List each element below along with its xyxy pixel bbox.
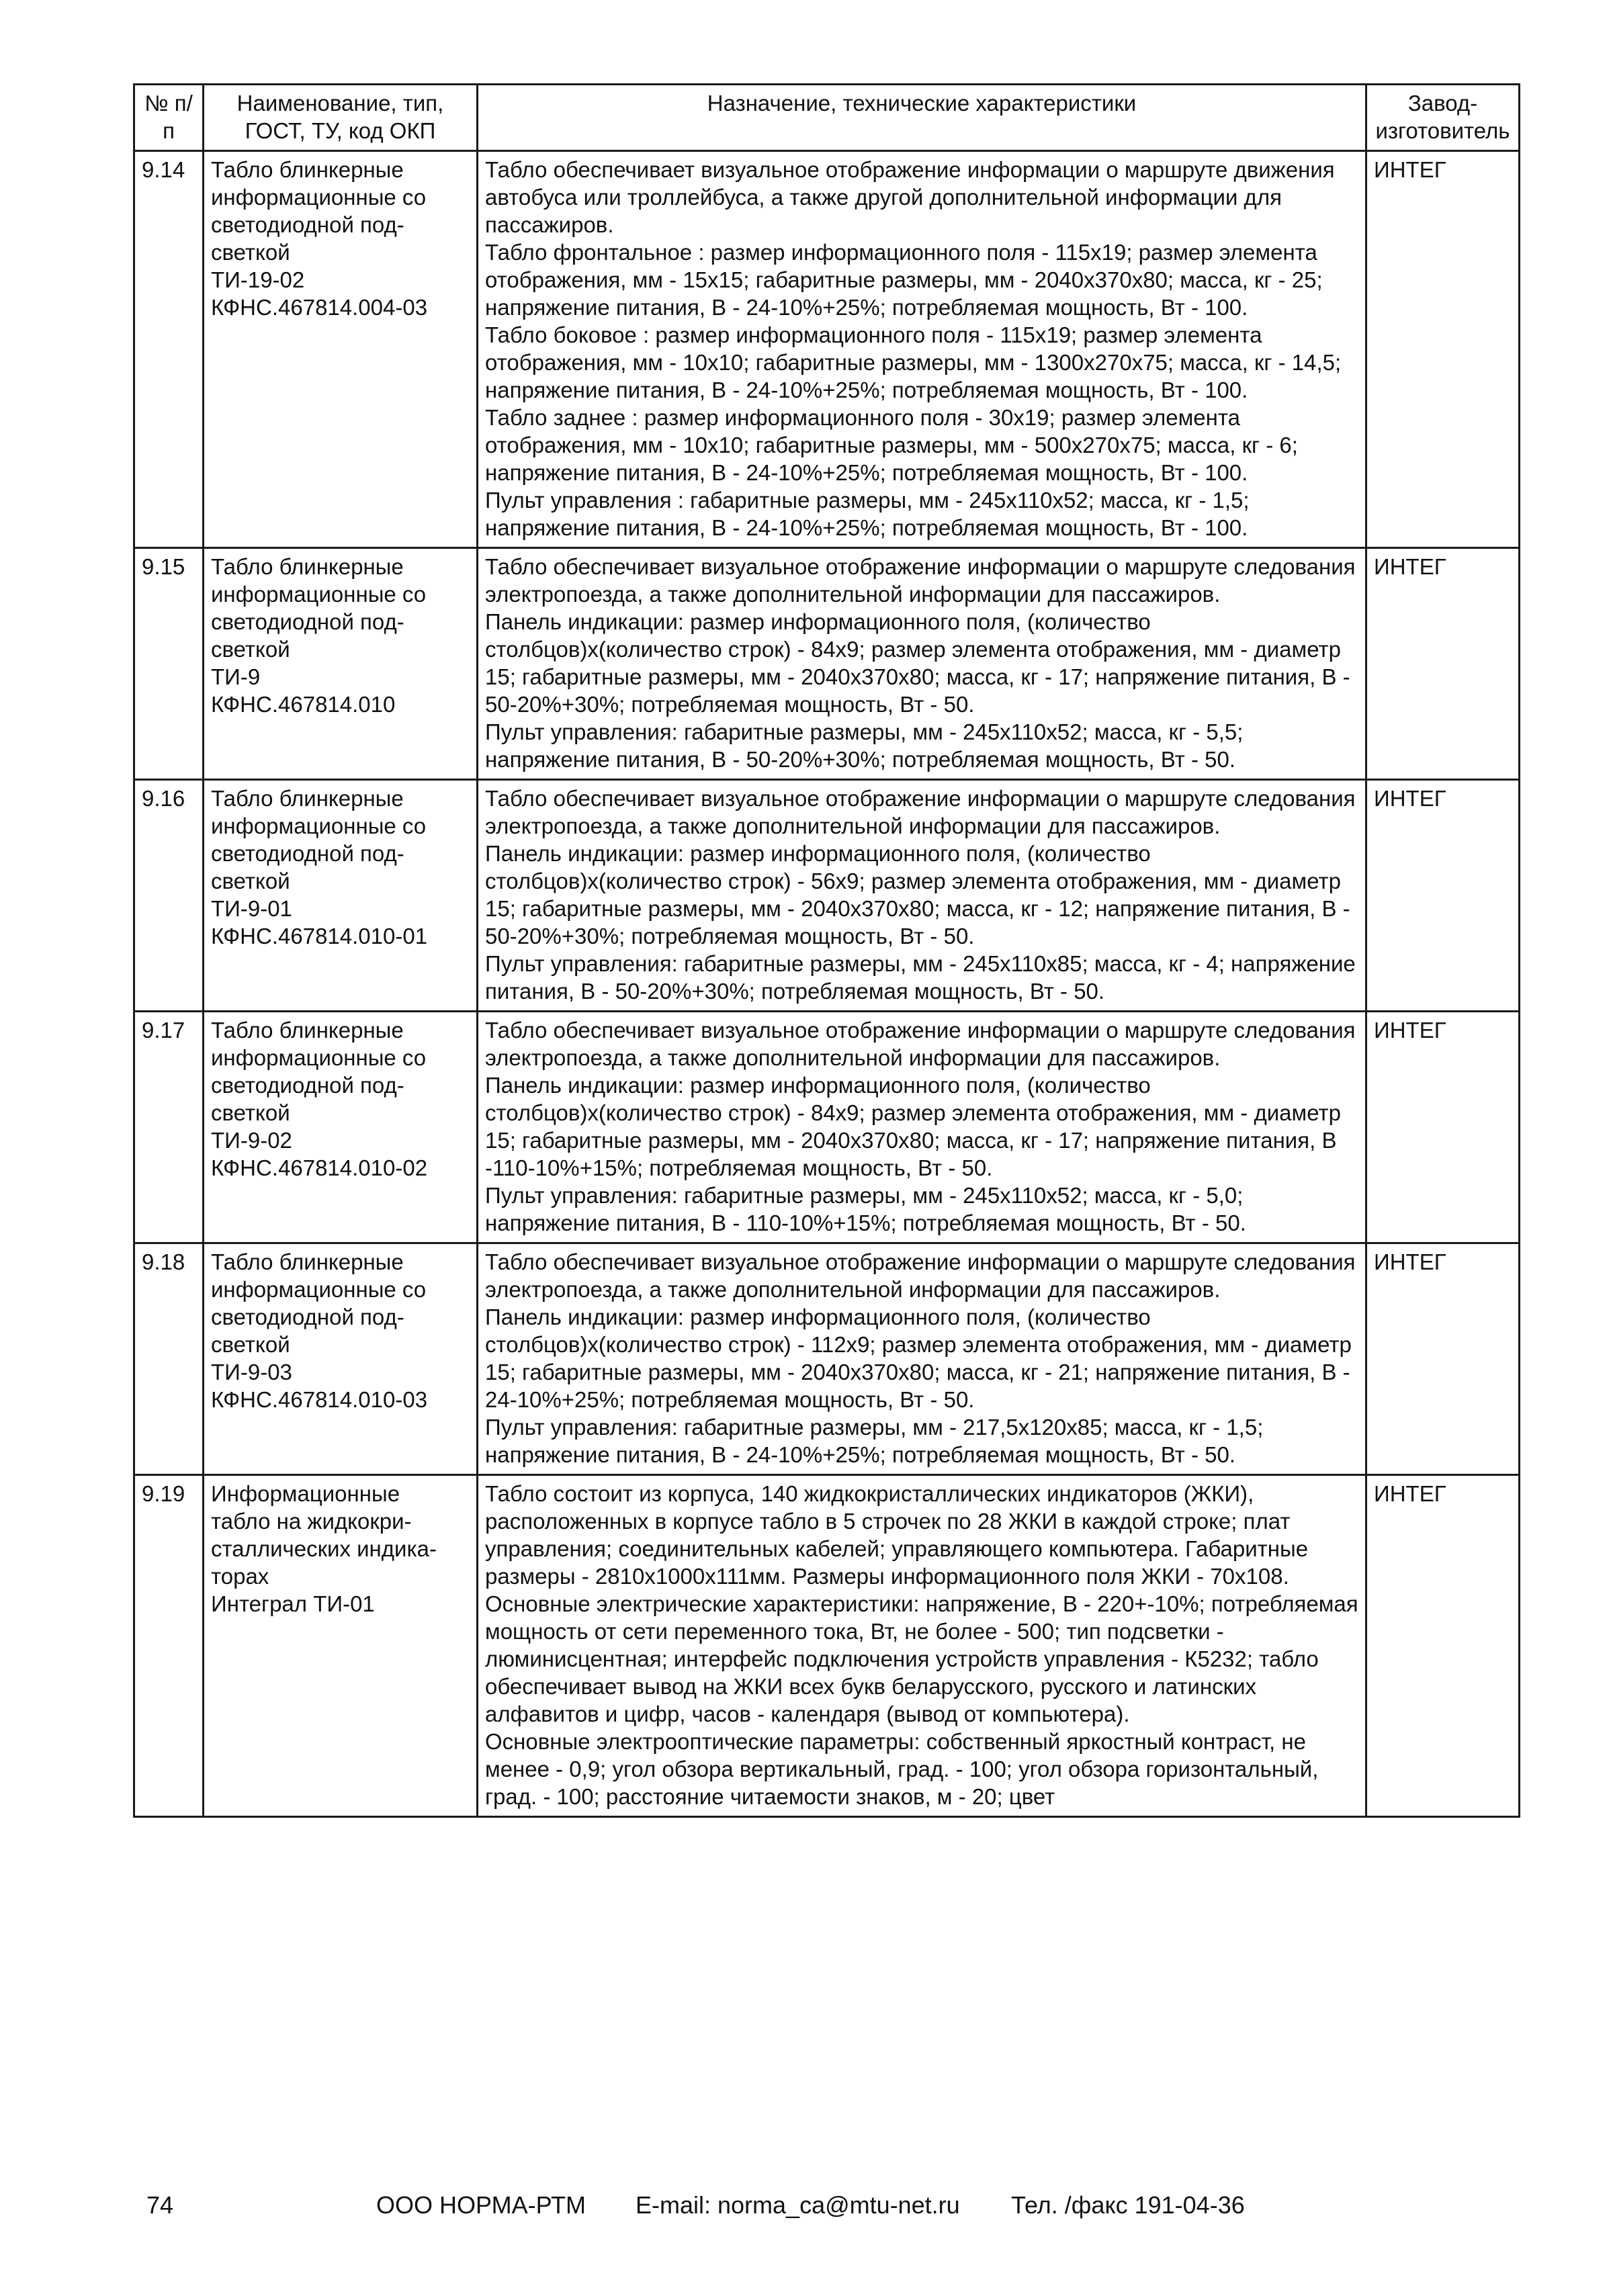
row-name-line: ТИ-9-01 [211, 896, 292, 921]
header-maker: Завод-изготовитель [1366, 85, 1520, 151]
row-name-line: КФНС.467814.010-03 [211, 1387, 428, 1412]
table-header-row [134, 85, 1520, 151]
spec-table-wrapper [133, 83, 1518, 1818]
row-name-line: светкой [211, 869, 290, 893]
row-name-cell [204, 780, 478, 1012]
row-description-paragraph: Панель индикации: размер информационного поля, (количество столбцов)х(количество строк) - 112х9; размер элемента отображения, мм - диаметр 15; габаритные размеры, мм - 2040х370х80; масса, кг - 21; напряжение питания, В - 24-10%+25%; потребляемая мощность, Вт - 50. [485, 1305, 1352, 1412]
row-name-line: КФНС.467814.010-01 [211, 924, 428, 948]
table-row [134, 780, 1520, 1012]
row-name-line: Табло блинкерные [211, 786, 404, 811]
row-name-cell [204, 1012, 478, 1243]
row-name-line: торах [211, 1564, 269, 1589]
row-name-cell [204, 1475, 478, 1817]
row-name-line: ТИ-9-02 [211, 1128, 292, 1153]
row-number: 9.15 [134, 548, 204, 780]
row-name-line: светкой [211, 240, 290, 265]
row-description-paragraph: Табло обеспечивает визуальное отображение информации о маршруте следования электропоезда, а также дополнительной информации для пассажиров. [485, 1018, 1356, 1070]
row-name-line: информационные со [211, 813, 427, 838]
row-description-cell [478, 1475, 1366, 1817]
footer-phone: Тел. /факс 191-04-36 [1011, 2191, 1245, 2219]
row-description-paragraph: Табло обеспечивает визуальное отображение информации о маршруте следования электропоезда, а также дополнительной информации для пассажиров. [485, 1249, 1356, 1302]
row-description-paragraph: Основные электрооптические параметры: собственный яркостный контраст, не менее - 0,9; угол обзора вертикальный, град. - 100; угол обзора горизонтальный, град. - 100; расстояние читаемости знаков, м - 20; цвет [485, 1729, 1319, 1809]
row-number: 9.18 [134, 1243, 204, 1475]
row-name-line: Табло блинкерные [211, 157, 404, 182]
row-manufacturer: ИНТЕГ [1366, 1475, 1520, 1817]
row-description-paragraph: Пульт управления : габаритные размеры, мм - 245х110х52; масса, кг - 1,5; напряжение питания, В - 24-10%+25%; потребляемая мощность, Вт - 100. [485, 488, 1250, 540]
row-name-line: светкой [211, 1100, 290, 1125]
table-row [134, 151, 1520, 548]
row-manufacturer: ИНТЕГ [1366, 780, 1520, 1012]
row-name-line: светодиодной под- [211, 609, 404, 634]
header-desc: Назначение, технические характеристики [478, 85, 1366, 151]
table-row [134, 1243, 1520, 1475]
row-name-line: ТИ-9-03 [211, 1360, 292, 1384]
page-number: 74 [146, 2191, 174, 2219]
row-name-line: ТИ-19-02 [211, 267, 305, 292]
row-description-paragraph: Табло обеспечивает визуальное отображение информации о маршруте движения автобуса или троллейбуса, а также другой дополнительной информации для пассажиров. [485, 157, 1335, 237]
row-name-line: светодиодной под- [211, 212, 404, 237]
row-name-line: Табло блинкерные [211, 554, 404, 579]
row-name-line: Табло блинкерные [211, 1249, 404, 1274]
row-manufacturer: ИНТЕГ [1366, 548, 1520, 780]
row-description-paragraph: Табло заднее : размер информационного поля - 30х19; размер элемента отображения, мм - 10х10; габаритные размеры, мм - 500х270х75; масса, кг - 6; напряжение питания, В - 24-10%+25%; потребляемая мощность, Вт - 100. [485, 405, 1298, 485]
row-description-cell [478, 151, 1366, 548]
row-description-paragraph: Табло боковое : размер информационного поля - 115х19; размер элемента отображения, мм - 10х10; габаритные размеры, мм - 1300х270х75; масса, кг - 14,5; напряжение питания, В - 24-10%+25%; потребляемая мощность, Вт - 100. [485, 322, 1342, 402]
row-name-line: ТИ-9 [211, 664, 261, 689]
row-manufacturer: ИНТЕГ [1366, 1012, 1520, 1243]
row-name-line: светкой [211, 637, 290, 662]
row-description-paragraph: Табло обеспечивает визуальное отображение информации о маршруте следования электропоезда, а также дополнительной информации для пассажиров. [485, 786, 1356, 838]
row-description-paragraph: Пульт управления: габаритные размеры, мм - 245х110х85; масса, кг - 4; напряжение питания, В - 50-20%+30%; потребляемая мощность, Вт - 50. [485, 951, 1356, 1004]
row-name-line: КФНС.467814.004-03 [211, 295, 428, 320]
footer-organization: ООО НОРМА-РТМ [376, 2191, 586, 2219]
row-description-paragraph: Табло фронтальное : размер информационного поля - 115х19; размер элемента отображения, мм - 15х15; габаритные размеры, мм - 2040х370х80; масса, кг - 25; напряжение питания, В - 24-10%+25%; потребляемая мощность, Вт - 100. [485, 240, 1323, 320]
row-name-line: информационные со [211, 185, 427, 210]
row-description-cell [478, 548, 1366, 780]
row-description-paragraph: Панель индикации: размер информационного поля, (количество столбцов)х(количество строк) - 84х9; размер элемента отображения, мм - диаметр 15; габаритные размеры, мм - 2040х370х80; масса, кг - 17; напряжение питания, В -110-10%+15%; потребляемая мощность, Вт - 50. [485, 1073, 1341, 1180]
row-description-paragraph: Пульт управления: габаритные размеры, мм - 245х110х52; масса, кг - 5,5; напряжение питания, В - 50-20%+30%; потребляемая мощность, Вт - 50. [485, 719, 1244, 772]
table-body [134, 151, 1520, 1817]
row-number: 9.17 [134, 1012, 204, 1243]
row-name-line: сталлических индика- [211, 1536, 437, 1561]
header-no: № п/п [134, 85, 204, 151]
row-description-cell [478, 1012, 1366, 1243]
row-name-line: информационные со [211, 582, 427, 607]
table-row [134, 1475, 1520, 1817]
row-name-line: Информационные [211, 1481, 400, 1506]
row-number: 9.14 [134, 151, 204, 548]
row-name-cell [204, 548, 478, 780]
table-row [134, 548, 1520, 780]
row-name-line: информационные со [211, 1277, 427, 1302]
row-description-paragraph: Панель индикации: размер информационного поля, (количество столбцов)х(количество строк) - 56х9; размер элемента отображения, мм - диаметр 15; габаритные размеры, мм - 2040х370х80; масса, кг - 12; напряжение питания, В - 50-20%+30%; потребляемая мощность, Вт - 50. [485, 841, 1350, 948]
row-description-paragraph: Пульт управления: габаритные размеры, мм - 217,5х120х85; масса, кг - 1,5; напряжение питания, В - 24-10%+25%; потребляемая мощность, Вт - 50. [485, 1415, 1264, 1467]
table-row [134, 1012, 1520, 1243]
header-name: Наименование, тип, ГОСТ, ТУ, код ОКП [204, 85, 478, 151]
row-number: 9.19 [134, 1475, 204, 1817]
row-name-cell [204, 151, 478, 548]
row-name-line: светодиодной под- [211, 1305, 404, 1329]
row-description-paragraph: Табло состоит из корпуса, 140 жидкокристаллических индикаторов (ЖКИ), расположенных в корпусе табло в 5 строчек по 28 ЖКИ в каждой строке; плат управления; соединительных кабелей; управляющего компьютера. Габаритные размеры - 2810х1000х111мм. Размеры информационного поля ЖКИ - 70х108. Основные электрические характеристики: напряжение, В - 220+-10%; потребляемая мощность от сети переменного тока, Вт, не более - 500; тип подсветки - люминисцентная; интерфейс подключения устройств управления - К5232; табло обеспечивает вывод на ЖКИ всех букв беларусского, русского и латинских алфавитов и цифр, часов - календаря (вывод от компьютера). [485, 1481, 1358, 1726]
row-description-cell [478, 780, 1366, 1012]
row-name-cell [204, 1243, 478, 1475]
footer-email: E-mail: norma_ca@mtu-net.ru [636, 2191, 960, 2219]
row-name-line: табло на жидкокри- [211, 1509, 412, 1534]
row-manufacturer: ИНТЕГ [1366, 151, 1520, 548]
row-name-line: Интеграл ТИ-01 [211, 1591, 375, 1616]
row-description-cell [478, 1243, 1366, 1475]
row-description-paragraph: Пульт управления: габаритные размеры, мм - 245х110х52; масса, кг - 5,0; напряжение питания, В - 110-10%+15%; потребляемая мощность, Вт - 50. [485, 1183, 1246, 1235]
row-name-line: светкой [211, 1332, 290, 1357]
spec-table [133, 83, 1520, 1818]
row-name-line: светодиодной под- [211, 841, 404, 866]
row-number: 9.16 [134, 780, 204, 1012]
row-name-line: информационные со [211, 1045, 427, 1070]
row-name-line: светодиодной под- [211, 1073, 404, 1098]
row-name-line: Табло блинкерные [211, 1018, 404, 1043]
row-name-line: КФНС.467814.010-02 [211, 1155, 428, 1180]
row-description-paragraph: Панель индикации: размер информационного поля, (количество столбцов)х(количество строк) - 84х9; размер элемента отображения, мм - диаметр 15; габаритные размеры, мм - 2040х370х80; масса, кг - 17; напряжение питания, В - 50-20%+30%; потребляемая мощность, Вт - 50. [485, 609, 1350, 717]
row-description-paragraph: Табло обеспечивает визуальное отображение информации о маршруте следования электропоезда, а также дополнительной информации для пассажиров. [485, 554, 1356, 607]
page-footer [0, 2191, 1611, 2225]
row-name-line: КФНС.467814.010 [211, 692, 396, 717]
row-manufacturer: ИНТЕГ [1366, 1243, 1520, 1475]
